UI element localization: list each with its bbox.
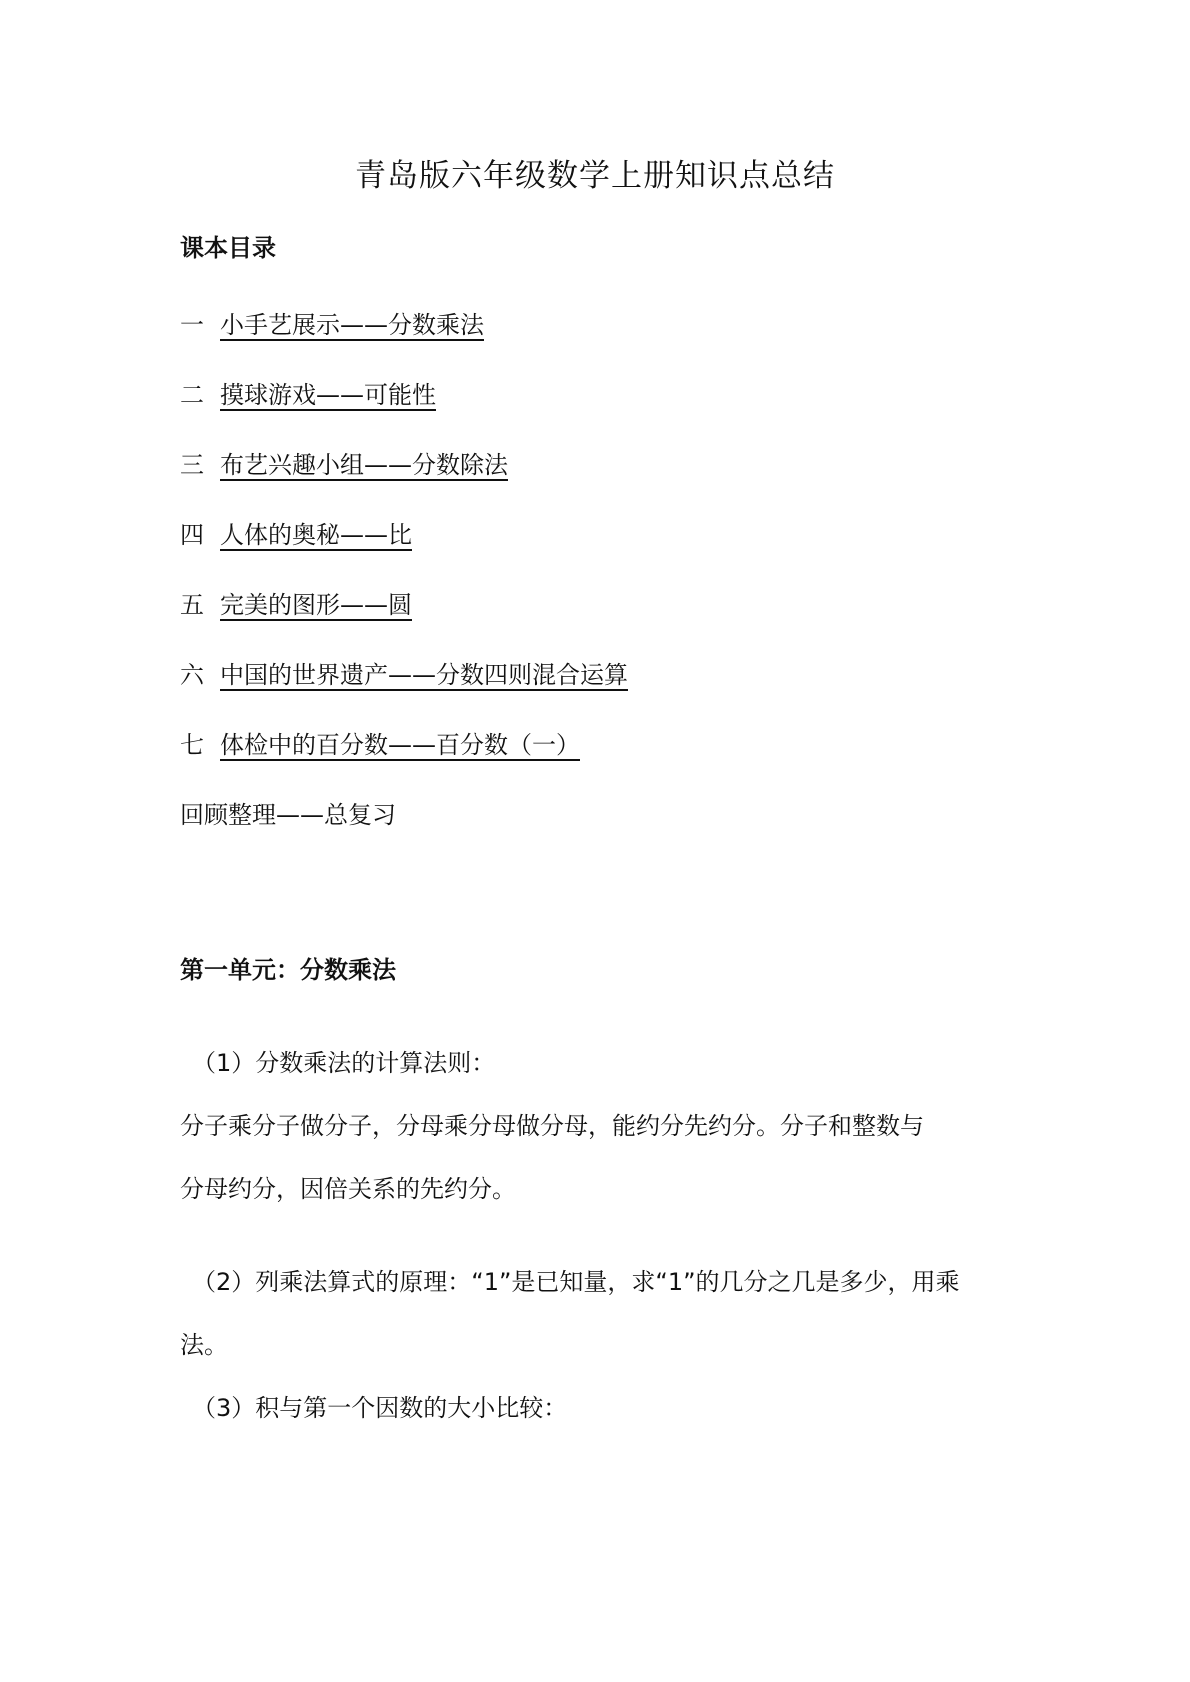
toc-item-7[interactable] [180, 725, 580, 760]
rule-text-line-1: 分子乘分子做分子，分母乘分母做分母，能约分先约分。分子和整数与 [180, 1112, 924, 1140]
principle-text-line-1: （2）列乘法算式的原理：“1”是已知量，求“1”的几分之几是多少，用乘 [192, 1268, 960, 1296]
comparison-label: （3）积与第一个因数的大小比较： [192, 1394, 568, 1422]
rule-label: （1）分数乘法的计算法则： [192, 1049, 496, 1077]
toc-item-number: 二 [180, 381, 204, 409]
toc-item-label: 中国的世界遗产——分数四则混合运算 [220, 661, 628, 689]
toc-item-label: 小手艺展示——分数乘法 [220, 311, 484, 339]
toc-item-number: 七 [180, 731, 204, 759]
toc-item-6[interactable] [180, 655, 628, 690]
toc-item-label: 体检中的百分数——百分数（一） [220, 731, 580, 759]
page-title: 青岛版六年级数学上册知识点总结 [355, 158, 835, 194]
toc-item-label: 摸球游戏——可能性 [220, 381, 436, 409]
toc-item-4[interactable] [180, 515, 412, 550]
toc-item-number: 五 [180, 591, 204, 619]
principle-text-line-2: 法。 [180, 1331, 228, 1359]
toc-review: 回顾整理——总复习 [180, 801, 396, 829]
toc-item-label: 完美的图形——圆 [220, 591, 412, 619]
unit-heading: 第一单元：分数乘法 [180, 956, 396, 984]
toc-item-number: 六 [180, 661, 204, 689]
toc-item-2[interactable] [180, 375, 436, 410]
toc-heading: 课本目录 [180, 234, 276, 262]
toc-item-label: 布艺兴趣小组——分数除法 [220, 451, 508, 479]
toc-item-3[interactable] [180, 445, 508, 480]
toc-item-label: 人体的奥秘——比 [220, 521, 412, 549]
toc-item-1[interactable] [180, 305, 484, 340]
toc-item-number: 四 [180, 521, 204, 549]
rule-text-line-2: 分母约分，因倍关系的先约分。 [180, 1175, 516, 1203]
toc-item-number: 一 [180, 311, 204, 339]
toc-item-5[interactable] [180, 585, 412, 620]
toc-item-number: 三 [180, 451, 204, 479]
